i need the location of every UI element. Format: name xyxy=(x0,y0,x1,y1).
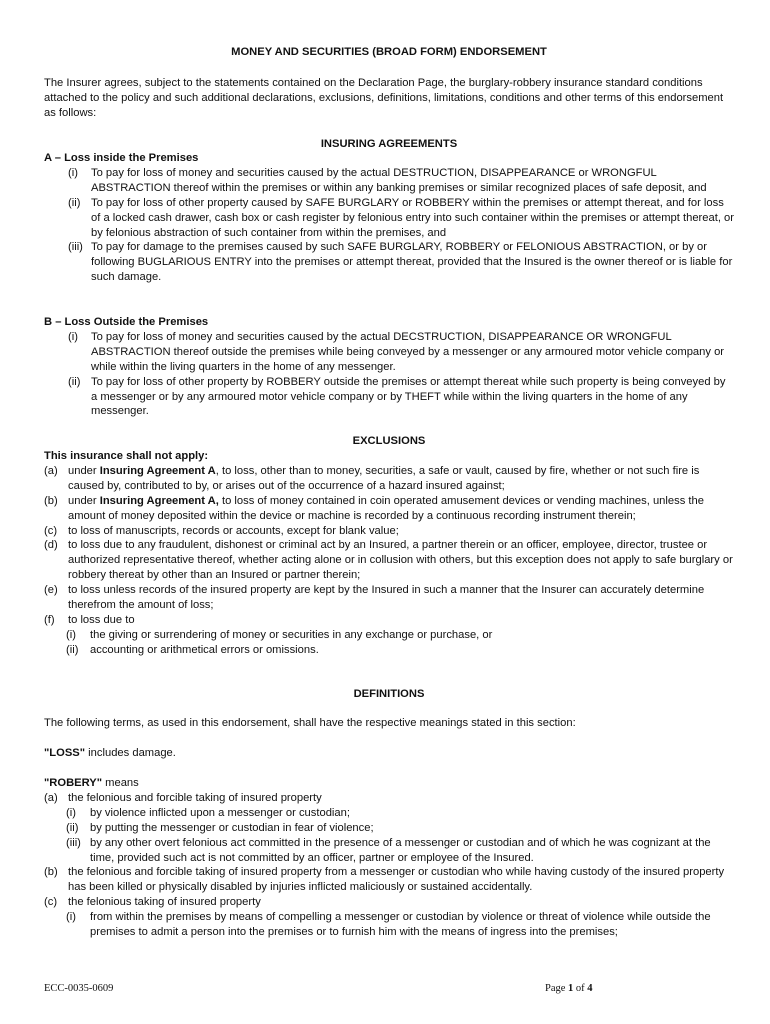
document-title: MONEY AND SECURITIES (BROAD FORM) ENDORSEMENT xyxy=(231,46,547,58)
loss-definition: "LOSS" includes damage. xyxy=(44,747,176,759)
exclusions-lead: This insurance shall not apply: xyxy=(44,450,209,462)
list-item: (ii) accounting or arithmetical errors or omissions. xyxy=(66,643,319,656)
exclusion-item: (d) to loss due to any fraudulent, dishonest or criminal act by an Insured, a partner therein or an officer, employee, director, trustee or authorized representative thereof, whether acting alone or in collusion with others, but this exception does not apply to safe burglary or robbery thereat by other than an Insured or partner therein; xyxy=(44,539,733,582)
exclusion-item: (c) to loss of manuscripts, records or accounts, except for blank value; xyxy=(44,524,399,537)
definition-item: (a) the felonious and forcible taking of insured property xyxy=(44,791,322,804)
list-item: (i) To pay for loss of money and securities caused by the actual DESTRUCTION, DISAPPEARANCE or WRONGFUL ABSTRACTION thereof within the premises or within any banking premises or similar recognized places of safe deposit, and xyxy=(68,166,707,194)
definition-item: (b) the felonious and forcible taking of insured property from a messenger or custodian who while having custody of the insured property has been killed or physically disabled by injuries inflicted maliciously or sustained accidentally. xyxy=(44,866,725,894)
definition-item: (c) the felonious taking of insured property xyxy=(44,896,261,909)
insuring-a-section xyxy=(44,151,734,285)
list-item: (i) the giving or surrendering of money or securities in any exchange or purchase, or xyxy=(66,628,493,641)
form-code: ECC-0035-0609 xyxy=(44,983,114,994)
list-item: (i) from within the premises by means of compelling a messenger or custodian by violence or threat of violence while outside the premises to admit a person into the premises or to furnish him with the means of ingress into the premises; xyxy=(66,911,711,939)
exclusions-heading: EXCLUSIONS xyxy=(352,435,426,447)
intro-paragraph: The Insurer agrees, subject to the statements contained on the Declaration Page, the burglary-robbery insurance standard conditions attached to the policy and such additional declarations, exclusions, definitions, limitations, conditions and other terms of this endorsement as follows: xyxy=(44,77,724,119)
list-item: (i) To pay for loss of money and securities caused by the actual DECSTRUCTION, DISAPPEARANCE OR WRONGFUL ABSTRACTION thereof outside the premises while being conveyed by a messenger or any armoured motor vehicle company or while within the living quarters in the home of any messenger. xyxy=(68,330,725,373)
list-item: (i) by violence inflicted upon a messenger or custodian; xyxy=(66,806,350,819)
insuring-agreements-heading: INSURING AGREEMENTS xyxy=(320,138,458,150)
exclusion-item: (a) under Insuring Agreement A, to loss, other than to money, securities, a safe or vault, caused by fire, whether or not such fire is caused by, contributed to by, or arises out of the occurrence of a hazard insured against; xyxy=(44,464,700,492)
section-b-heading: B – Loss Outside the Premises xyxy=(44,316,209,328)
page-number: Page 1 of 4 xyxy=(545,983,593,994)
robery-definition: "ROBERY" means (a) the felonious and forcible taking of insured property (i) by violence inflicted upon a messenger or custodian; (ii) by putting the messenger or custodian in fear of violence; (iii) by any other overt felonious act committed in the presence of a messenger or custodian and of which he was cognizant at the time, provided such act is not committed by an officer, partner or employee of the Insured. (b) the felonious and forcible taking of insured property from a messenger or custodian who while having custody of the insured property has been killed or physically disabled by injuries inflicted maliciously or sustained accidentally. (c) the felonious taking of insured property (i) from within the premises by means of compelling a messenger or custodian by violence or threat of violence while outside the premises to admit a person into the premises or to furnish him with the means of ingress into the premises; xyxy=(44,776,734,940)
exclusions-section xyxy=(44,449,734,658)
list-item: (ii) by putting the messenger or custodian in fear of violence; xyxy=(66,821,374,834)
section-a-heading: A – Loss inside the Premises xyxy=(44,152,199,164)
exclusion-item: (e) to loss unless records of the insured property are kept by the Insured in such a manner that the Insurer can accurately determine therefrom the amount of loss; xyxy=(44,584,705,612)
insuring-b-section xyxy=(44,315,734,419)
list-item: (ii) To pay for loss of other property caused by SAFE BURGLARY or ROBBERY within the premises or attempt thereat, and for loss of a locked cash drawer, cash box or cash register by felonious entry into such container within the premises or attempt thereat, or by felonious abstraction of such container from within the premises, and xyxy=(68,196,734,239)
exclusion-item: (f) to loss due to xyxy=(44,613,135,626)
list-item: (iii) by any other overt felonious act committed in the presence of a messenger or custodian and of which he was cognizant at the time, provided such act is not committed by an officer, partner or employee of the Insured. xyxy=(66,836,711,864)
list-item: (iii) To pay for damage to the premises caused by such SAFE BURGLARY, ROBBERY or FELONIOUS ABSTRACTION, or by or following BUGLARIOUS ENTRY into the premises or attempt thereat, provided that the Insured is the owner thereof or is liable for such damage. xyxy=(68,241,733,284)
definitions-lead: The following terms, as used in this endorsement, shall have the respective meanings stated in this section: xyxy=(44,717,576,729)
definitions-heading: DEFINITIONS xyxy=(353,688,425,700)
exclusion-item: (b) under Insuring Agreement A, to loss of money contained in coin operated amusement devices or vending machines, unless the amount of money deposited within the device or machine is recorded by a continuous recording instrument therein; xyxy=(44,494,704,522)
list-item: (ii) To pay for loss of other property by ROBBERY outside the premises or attempt thereat while such property is being conveyed by a messenger or by any armoured motor vehicle company or by THEFT while within the living quarters in the home of any messenger. xyxy=(68,375,726,418)
